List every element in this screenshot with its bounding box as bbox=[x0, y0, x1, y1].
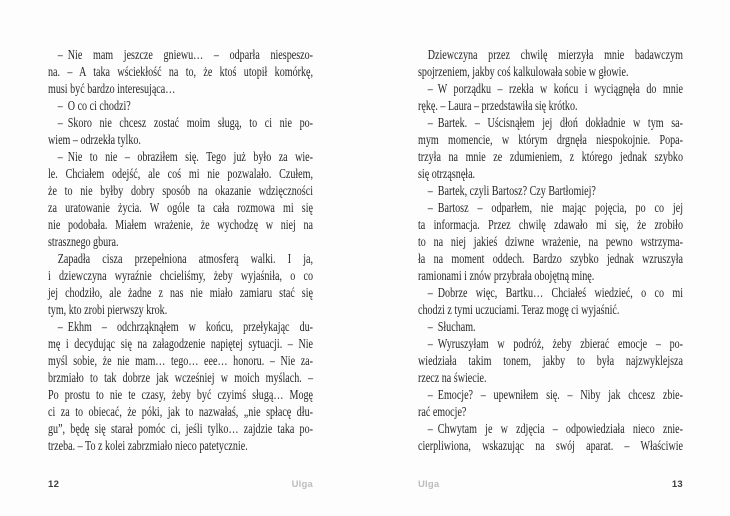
text-line: chodzi z tymi uczuciami. Teraz mogę ci wyjaśnić. bbox=[418, 302, 620, 317]
right-page-text-block bbox=[418, 46, 683, 454]
text-line: – Chwytam je w zdjęcia – odpowiedziała nieco znie- bbox=[427, 421, 684, 436]
paragraph bbox=[48, 46, 313, 97]
paragraph bbox=[418, 284, 683, 318]
text-line: – W porządku – rzekła w końcu i wyciągnęła do mnie bbox=[427, 81, 684, 96]
text-line: – Bartek, czyli Bartosz? Czy Bartłomiej? bbox=[427, 183, 596, 198]
paragraph bbox=[48, 114, 313, 148]
paragraph bbox=[418, 182, 683, 199]
text-line: ramionami i znów przybrała obojętną minę. bbox=[418, 268, 595, 283]
left-page-text-block bbox=[48, 46, 313, 454]
paragraph bbox=[418, 199, 683, 284]
text-line: musi być bardzo interesująca… bbox=[48, 81, 176, 96]
paragraph bbox=[48, 148, 313, 250]
text-line: trzeba. – To z kolei zabrzmiało nieco patetycznie. bbox=[48, 438, 248, 453]
text-line: – Dobrze więc, Bartku… Chciałeś wiedzieć, o co mi bbox=[427, 285, 684, 300]
paragraph bbox=[48, 250, 313, 318]
paragraph bbox=[418, 80, 683, 114]
text-line: za uratowanie życia. W ogóle ta cała rozmowa mi się bbox=[48, 200, 314, 215]
text-line: trzyła na mnie ze zdumieniem, z którego jednak szybko bbox=[418, 149, 684, 164]
text-line: wiedziała takim tonem, jakby to była najzwyklejsza bbox=[418, 353, 684, 368]
text-line: brzmiało to tak dobrze jak wcześniej w moich myślach. – bbox=[48, 370, 314, 385]
left-page-footer bbox=[48, 479, 313, 491]
text-line: – Skoro nie chcesz zostać moim sługą, to ci nie po- bbox=[57, 115, 314, 130]
text-line: rękę. – Laura – przedstawiła się krótko. bbox=[418, 98, 578, 113]
text-line: ła na moment oddech. Bardzo szybko jednak wzruszyła bbox=[418, 251, 684, 266]
text-line: rać emocje? bbox=[418, 404, 467, 419]
text-line: jej chodziło, ale żadne z nas nie miało zamiaru stać się bbox=[48, 285, 314, 300]
text-line: – Wyruszyłam w podróż, żeby zbierać emocje – po- bbox=[427, 336, 684, 351]
text-line: – Słucham. bbox=[427, 319, 476, 334]
right-page-footer bbox=[418, 479, 683, 491]
text-line: się otrząsnęła. bbox=[418, 166, 476, 181]
text-line: mę i decydując się na załagodzenie napiętej sytuacji. – Nie bbox=[48, 336, 314, 351]
text-line: – Nie to nie – obraziłem się. Tego już było za wie- bbox=[57, 149, 314, 164]
text-line: to na niej jakieś dziwne wrażenie, na pewno wstrzyma- bbox=[418, 234, 684, 249]
text-line: – Ekhm – odchrząknąłem w końcu, przełykając du- bbox=[57, 319, 314, 334]
text-line: ta informacja. Przez chwilę zdawało mi się, że zrobiło bbox=[418, 217, 684, 232]
text-line: strasznego gbura. bbox=[48, 234, 119, 249]
text-line: – O co ci chodzi? bbox=[57, 98, 131, 113]
text-line: że to nie byłby dobry sposób na okazanie wdzięczności bbox=[48, 183, 314, 198]
right-page bbox=[365, 0, 730, 516]
text-line: Dziewczyna przez chwilę mierzyła mnie badawczym bbox=[427, 47, 684, 62]
paragraph bbox=[48, 318, 313, 454]
paragraph bbox=[418, 46, 683, 80]
text-line: Po prostu to nie te czasy, żeby być czyimś sługą… Mogę bbox=[48, 387, 314, 402]
paragraph bbox=[418, 386, 683, 420]
page-number: 13 bbox=[671, 479, 683, 490]
paragraph bbox=[418, 335, 683, 386]
running-title: Ulga bbox=[418, 479, 440, 490]
paragraph bbox=[418, 114, 683, 182]
text-line: rzecz na świecie. bbox=[418, 370, 487, 385]
text-line: – Bartek. – Uścisnąłem jej dłoń dokładnie w tym sa- bbox=[427, 115, 684, 130]
text-line: – Emocje? – upewniłem się. – Niby jak chcesz zbie- bbox=[427, 387, 684, 402]
text-line: tym, kto zrobi pierwszy krok. bbox=[48, 302, 168, 317]
text-line: wiem – odrzekła tylko. bbox=[48, 132, 141, 147]
text-line: i dziewczyna wyraźnie chcieliśmy, żeby wyjaśniła, o co bbox=[48, 268, 314, 283]
text-line: le. Chciałem odejść, ale coś mi nie pozwalało. Czułem, bbox=[48, 166, 314, 181]
paragraph bbox=[418, 420, 683, 454]
text-line: spojrzeniem, jakby coś kalkulowała sobie w głowie. bbox=[418, 64, 629, 79]
text-line: gu”, będę się starał pomóc ci, jeśli tylko… zajdzie taka po- bbox=[48, 421, 314, 436]
paragraph bbox=[418, 318, 683, 335]
text-line: – Nie mam jeszcze gniewu… – odparła niespeszo- bbox=[57, 47, 314, 62]
text-line: – Bartosz – odparłem, nie mając pojęcia, po co jej bbox=[427, 200, 684, 215]
text-line: na. – A taka wściekłość na to, że ktoś utopił komórkę, bbox=[48, 64, 314, 79]
running-title: Ulga bbox=[291, 479, 313, 490]
text-line: ci za to obiecać, że póki, jak to nazwałaś, „nie spłacę dłu- bbox=[48, 404, 314, 419]
text-line: nie podobała. Miałem wrażenie, że wychodzę w niej na bbox=[48, 217, 314, 232]
text-line: Zapadła cisza przepełniona atmosferą walki. I ja, bbox=[57, 251, 314, 266]
page-number: 12 bbox=[48, 479, 60, 490]
text-line: cierpliwiona, wskazując na swój aparat. – Właściwie bbox=[418, 438, 684, 453]
text-line: myśl sobie, że nie mam… tego… eee… honoru. – Nie za- bbox=[48, 353, 314, 368]
paragraph bbox=[48, 97, 313, 114]
text-line: mym momencie, w którym drgnęła niespokojnie. Popa- bbox=[418, 132, 684, 147]
